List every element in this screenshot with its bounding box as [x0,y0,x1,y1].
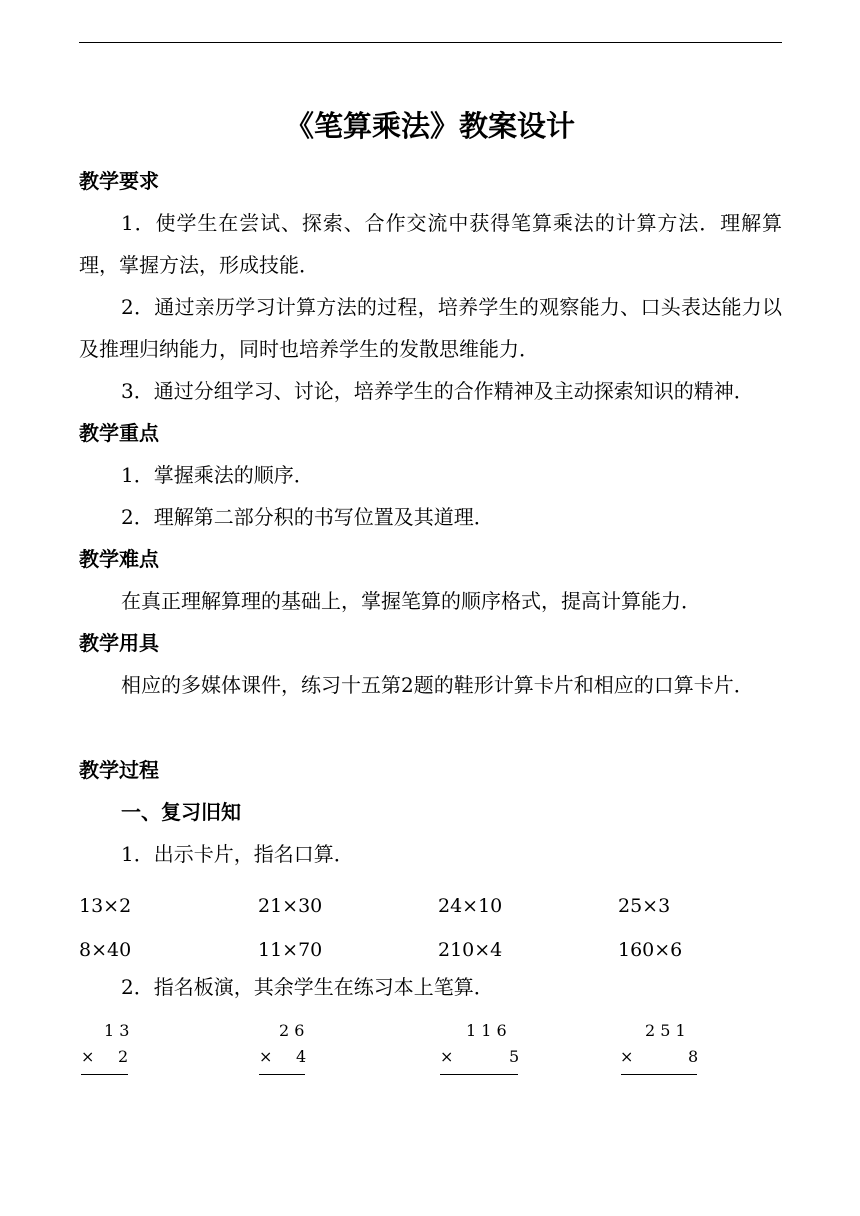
multiplicand: 1 1 6 [466,1021,507,1040]
process-step-2: 2．指名板演，其余学生在练习本上笔算． [121,975,494,999]
oral-calc: 8×40 [79,939,132,961]
result-line [621,1074,697,1075]
result-line [259,1074,305,1075]
multiplier: 4 [296,1047,307,1066]
times-symbol: × [440,1047,454,1066]
difficulties-text: 在真正理解算理的基础上，掌握笔算的顺序格式，提高计算能力． [121,589,701,613]
heading-key-points: 教学重点 [79,421,159,445]
multiplicand: 2 6 [279,1021,305,1040]
multiplicand: 1 3 [104,1021,130,1040]
result-line [440,1074,518,1075]
key-point-item-2: 2．理解第二部分积的书写位置及其道理． [121,505,494,529]
multiplicand: 2 5 1 [645,1021,686,1040]
requirement-item-2: 2．通过亲历学习计算方法的过程，培养学生的观察能力、口头表达能力以及推理归纳能力，同时也培养学生的发散思维能力． [79,295,782,361]
heading-difficulties: 教学难点 [79,547,159,571]
heading-process: 教学过程 [79,758,159,782]
oral-calc: 21×30 [258,895,323,917]
sub-heading-review: 一、复习旧知 [121,800,241,824]
document-title: 《笔算乘法》教案设计 [284,109,575,143]
oral-calc: 210×4 [438,939,503,961]
times-symbol: × [620,1047,634,1066]
oral-calc: 25×3 [618,895,671,917]
tools-text: 相应的多媒体课件，练习十五第2题的鞋形计算卡片和相应的口算卡片． [121,673,754,697]
times-symbol: × [259,1047,273,1066]
oral-calc: 160×6 [618,939,683,961]
heading-requirements: 教学要求 [79,169,159,193]
times-symbol: × [81,1047,95,1066]
multiplier: 5 [509,1047,520,1066]
requirement-item-3: 3．通过分组学习、讨论，培养学生的合作精神及主动探索知识的精神． [121,379,754,403]
requirement-item-1: 1．使学生在尝试、探索、合作交流中获得笔算乘法的计算方法．理解算理，掌握方法，形成技能． [79,211,782,277]
oral-calc: 11×70 [258,939,323,961]
multiplier: 8 [688,1047,699,1066]
oral-calc: 13×2 [79,895,132,917]
oral-calc: 24×10 [438,895,503,917]
process-step-1: 1．出示卡片，指名口算． [121,842,354,866]
result-line [81,1074,128,1075]
header-rule [79,42,782,43]
heading-tools: 教学用具 [79,631,159,655]
key-point-item-1: 1．掌握乘法的顺序． [121,463,314,487]
multiplier: 2 [118,1047,129,1066]
